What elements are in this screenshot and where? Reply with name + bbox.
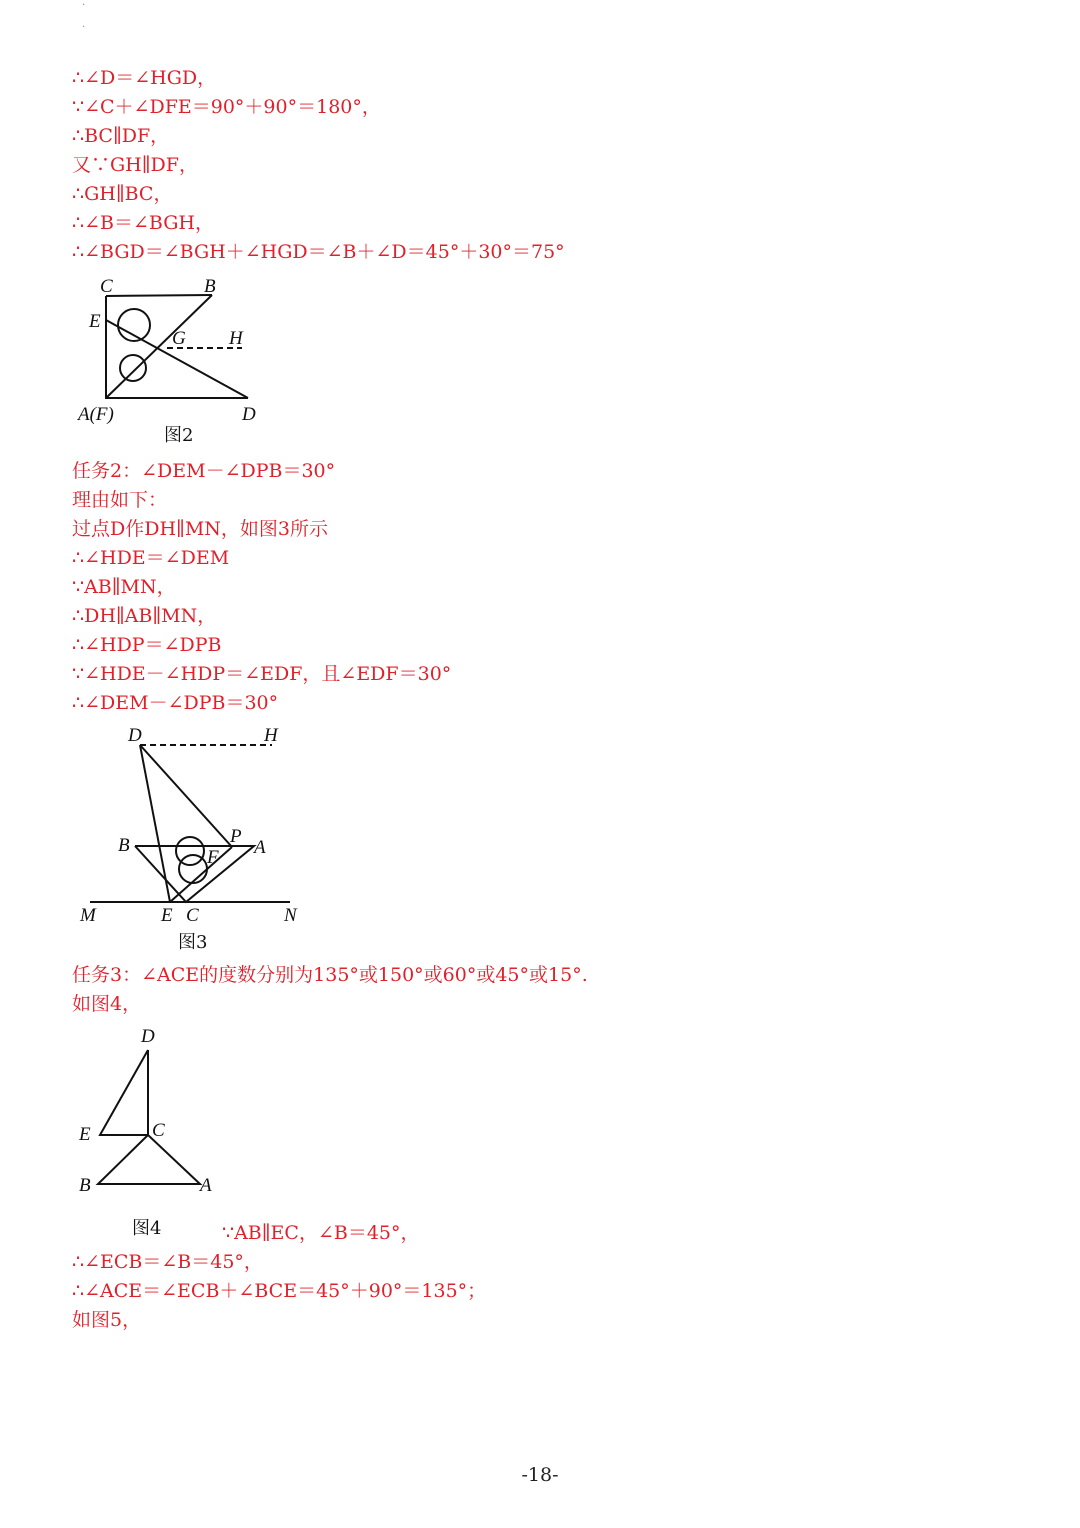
label-E: E [79, 1124, 91, 1145]
figure-2 [72, 270, 272, 450]
page-number: -18- [521, 1464, 559, 1486]
label-G: G [172, 328, 186, 349]
text-line: ∵AB∥EC，∠B＝45°， [222, 1222, 420, 1244]
text-line: ∴∠HDP＝∠DPB [72, 634, 222, 656]
label-B: B [118, 835, 130, 856]
text-line: ∴∠ECB＝∠B＝45°， [72, 1251, 263, 1273]
label-M: M [80, 905, 96, 926]
label-C: C [152, 1120, 165, 1141]
text-line: 任务2：∠DEM－∠DPB＝30° [72, 460, 336, 482]
text-line: 如图5， [72, 1309, 142, 1331]
figure-3-diagram [72, 722, 322, 952]
label-B: B [79, 1175, 91, 1196]
label-F: F [207, 847, 219, 868]
text-line: ∴∠HDE＝∠DEM [72, 547, 230, 569]
figure-caption: 图2 [164, 425, 194, 446]
text-line: ∵∠C＋∠DFE＝90°＋90°＝180°， [72, 96, 381, 118]
label-A: A [200, 1175, 212, 1196]
text-line: 任务3：∠ACE的度数分别为135°或150°或60°或45°或15°. [72, 964, 588, 986]
top-mark: · [82, 22, 86, 33]
label-E: E [161, 905, 173, 926]
figure-4 [72, 1022, 232, 1239]
text-line: 又∵GH∥DF， [72, 154, 198, 176]
label-N: N [284, 905, 297, 926]
label-P: P [230, 826, 242, 847]
label-E: E [89, 311, 101, 332]
text-line: ∴∠D＝∠HGD， [72, 67, 217, 89]
label-C: C [186, 905, 199, 926]
label-A-F: A(F) [78, 404, 114, 425]
text-line: ∴GH∥BC， [72, 183, 173, 205]
text-line: ∴∠BGD＝∠BGH＋∠HGD＝∠B＋∠D＝45°＋30°＝75° [72, 241, 565, 263]
label-D: D [242, 404, 256, 425]
label-H: H [229, 328, 243, 349]
text-line: 如图4， [72, 993, 142, 1015]
text-line: ∵∠HDE－∠HDP＝∠EDF，且∠EDF＝30° [72, 663, 452, 685]
text-line: 理由如下： [72, 489, 168, 511]
text-line: ∵AB∥MN， [72, 576, 176, 598]
figure-3 [72, 722, 322, 952]
figure-caption: 图3 [178, 932, 208, 953]
text-line: ∴∠B＝∠BGH， [72, 212, 214, 234]
text-line: ∴DH∥AB∥MN， [72, 605, 217, 627]
text-line: ∴BC∥DF， [72, 125, 170, 147]
label-C: C [100, 276, 113, 297]
top-mark: · [82, 0, 86, 11]
figure-caption: 图4 [132, 1218, 162, 1239]
text-line: ∴∠DEM－∠DPB＝30° [72, 692, 279, 714]
label-H: H [264, 725, 278, 746]
figure-4-diagram [72, 1022, 232, 1202]
text-line: 过点D作DH∥MN，如图3所示 [72, 518, 328, 540]
label-D: D [141, 1026, 155, 1047]
label-D: D [128, 725, 142, 746]
text-line: ∴∠ACE＝∠ECB＋∠BCE＝45°＋90°＝135°； [72, 1280, 487, 1302]
label-A: A [254, 837, 266, 858]
label-B: B [204, 276, 216, 297]
